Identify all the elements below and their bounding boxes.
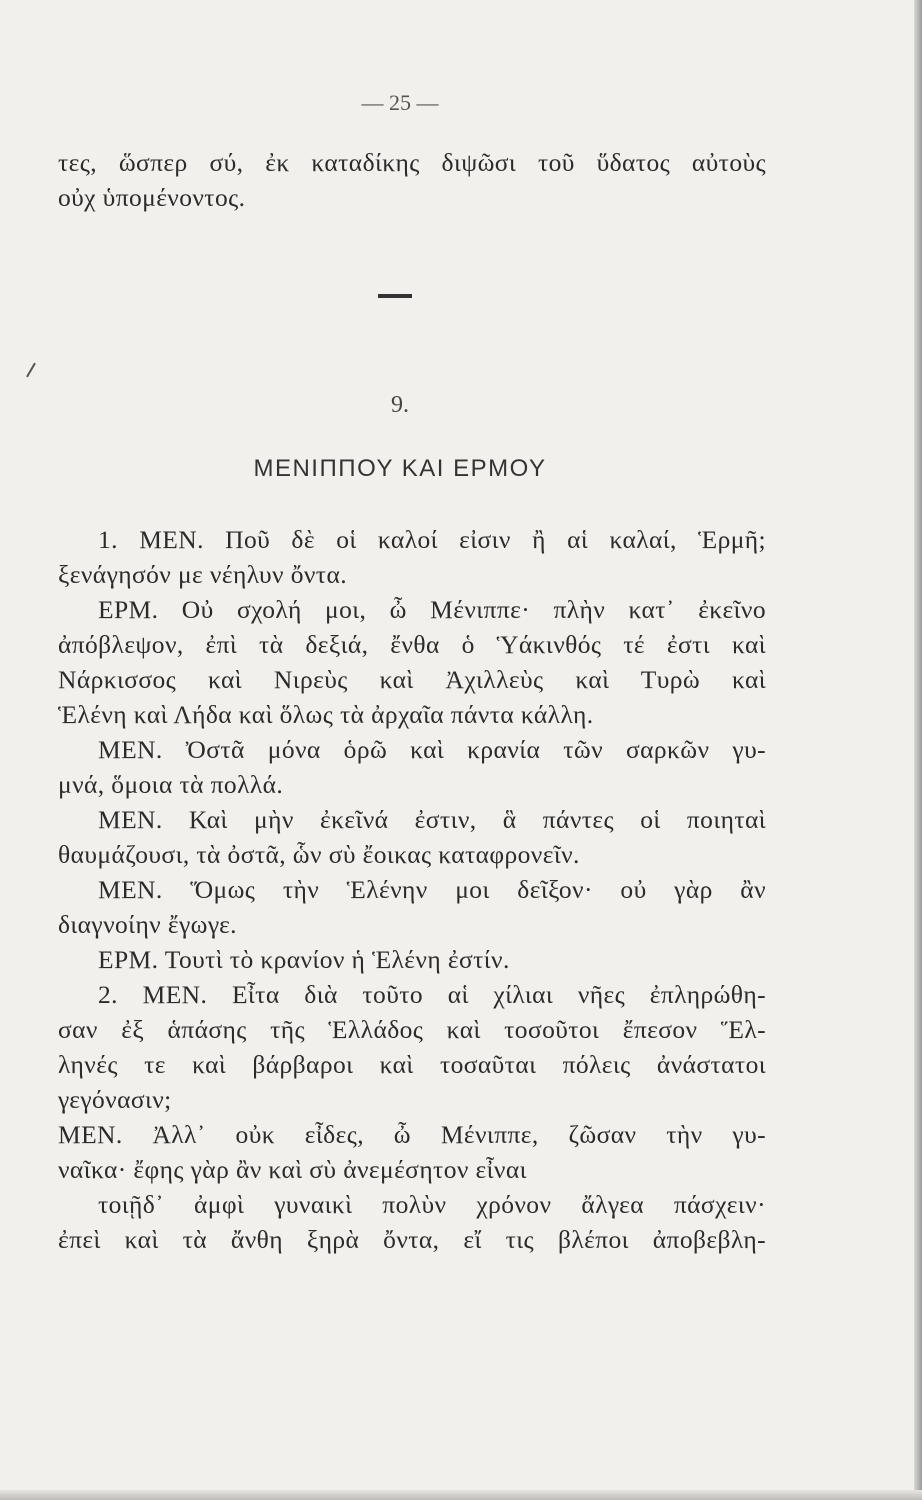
text-line: ξενάγησόν με νέηλυν ὄντα. xyxy=(58,560,347,589)
text-line: ἀπόβλεψον, ἐπὶ τὰ δεξιά, ἔνθα ὁ Ὑάκινθός τέ ἐστι καὶ xyxy=(58,630,766,659)
text-line: 2. ΜΕΝ. Εἶτα διὰ τοῦτο αἱ χίλιαι νῆες ἐπληρώθη- xyxy=(98,980,766,1009)
text-line: ΜΕΝ. Ὀστᾶ μόνα ὁρῶ καὶ κρανία τῶν σαρκῶν γυ- xyxy=(98,735,766,764)
text-line: ΕΡΜ. Οὐ σχολή μοι, ὦ Μένιππε· πλὴν κατ᾽ ἐκεῖνο xyxy=(98,595,766,624)
chapter-title: ΜΕΝΙΠΠΟΥ ΚΑΙ ΕΡΜΟΥ xyxy=(253,455,547,482)
margin-mark xyxy=(26,363,36,378)
text-line: Ἑλένη καὶ Λήδα καὶ ὅλως τὰ ἀρχαῖα πάντα κάλλη. xyxy=(58,700,594,729)
page-bottom-edge xyxy=(0,1490,922,1500)
text-line: 1. ΜΕΝ. Ποῦ δὲ οἱ καλοί εἰσιν ἢ αἱ καλαί, Ἑρμῆ; xyxy=(98,525,766,554)
chapter-number: 9. xyxy=(391,392,409,418)
text-line: Νάρκισσος καὶ Νιρεὺς καὶ Ἀχιλλεὺς καὶ Τυρὼ καὶ xyxy=(58,665,766,694)
top-paragraph xyxy=(58,145,766,215)
text-line: σαν ἐξ ἁπάσης τῆς Ἑλλάδος καὶ τοσοῦτοι ἔπεσον Ἕλ- xyxy=(58,1015,766,1044)
text-line: οὐχ ὑπομένοντος. xyxy=(58,183,246,212)
text-line: τες, ὥσπερ σύ, ἐκ καταδίκης διψῶσι τοῦ ὕδατος αὐτοὺς xyxy=(58,148,766,177)
text-line: ΜΕΝ. Ἀλλ᾽ οὐκ εἶδες, ὦ Μένιππε, ζῶσαν τὴν γυ- xyxy=(58,1120,766,1149)
dialogue-body xyxy=(58,522,766,1257)
text-line: ΜΕΝ. Καὶ μὴν ἐκεῖνά ἐστιν, ἃ πάντες οἱ ποιηταὶ xyxy=(98,805,766,834)
page-edge-shadow xyxy=(914,0,922,1500)
text-line: διαγνοίην ἔγωγε. xyxy=(58,910,237,939)
text-line: μνά, ὅμοια τὰ πολλά. xyxy=(58,770,284,799)
text-line: ληνές τε καὶ βάρβαροι καὶ τοσαῦται πόλεις ἀνάστατοι xyxy=(58,1050,766,1079)
text-line: ΕΡΜ. Τουτὶ τὸ κρανίον ἡ Ἑλένη ἐστίν. xyxy=(98,945,510,974)
text-line: γεγόνασιν; xyxy=(58,1085,172,1114)
page-number: — 25 — xyxy=(361,90,439,115)
text-line: ΜΕΝ. Ὅμως τὴν Ἑλένην μοι δεῖξον· οὐ γὰρ ἂν xyxy=(98,875,766,904)
text-line: ναῖκα· ἔφης γὰρ ἂν καὶ σὺ ἀνεμέσητον εἶναι xyxy=(58,1155,527,1184)
text-line: τοιῇδ᾽ ἀμφὶ γυναικὶ πολὺν χρόνον ἄλγεα πάσχειν· xyxy=(98,1190,766,1219)
section-divider xyxy=(378,294,412,298)
text-line: ἐπεὶ καὶ τὰ ἄνθη ξηρὰ ὄντα, εἴ τις βλέποι ἀποβεβλη- xyxy=(58,1225,766,1254)
text-line: θαυμάζουσι, τὰ ὀστᾶ, ὧν σὺ ἔοικας καταφρονεῖν. xyxy=(58,840,580,869)
